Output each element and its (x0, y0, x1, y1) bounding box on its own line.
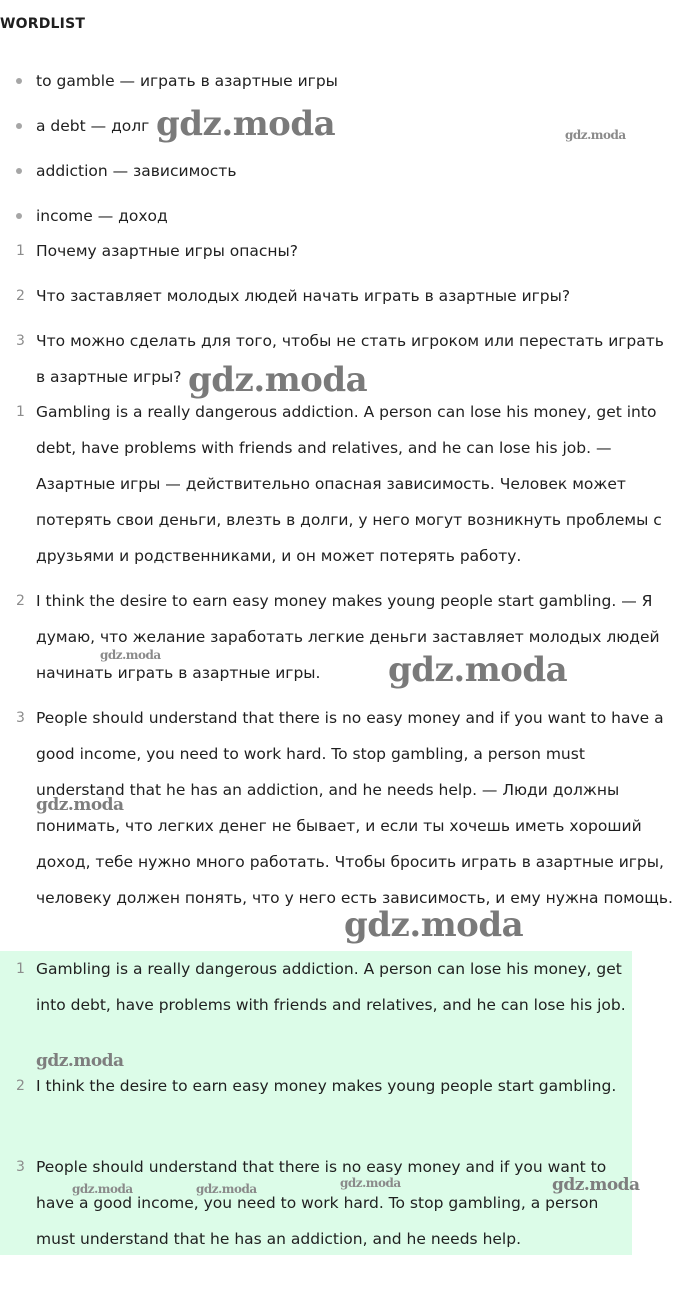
question-text: Что можно сделать для того, чтобы не стать игроком или перестать играть в азартные игры? (36, 332, 664, 386)
answer-text: I think the desire to earn easy money makes young people start gambling. — Я думаю, что желание заработать легкие деньги заставляет молодых людей начинать играть в азартные игры. (36, 592, 660, 682)
green-answer-text: Gambling is a really dangerous addiction. A person can lose his money, get into debt, have problems with friends and relatives, and he can lose his job. (36, 960, 626, 1014)
wordlist-heading: WORDLIST (0, 16, 86, 32)
question-number: 1 (16, 243, 25, 259)
bullet-icon (16, 123, 22, 129)
green-answer-number: 2 (16, 1078, 25, 1094)
wordlist-text: addiction — зависимость (36, 162, 237, 180)
green-answer-text: I think the desire to earn easy money makes young people start gambling. (36, 1077, 617, 1095)
question-number: 3 (16, 333, 25, 349)
watermark: gdz.moda (156, 104, 336, 144)
watermark: gdz.moda (552, 1175, 640, 1195)
watermark: gdz.moda (36, 1051, 124, 1071)
watermark: gdz.moda (344, 905, 524, 945)
watermark: gdz.moda (340, 1176, 401, 1190)
watermark: gdz.moda (196, 1182, 257, 1196)
green-answer-number: 3 (16, 1159, 25, 1175)
watermark: gdz.moda (388, 650, 568, 690)
watermark: gdz.moda (100, 648, 161, 662)
green-answer-number: 1 (16, 961, 25, 977)
bullet-icon (16, 168, 22, 174)
wordlist-text: a debt — долг (36, 117, 150, 135)
question-text: Что заставляет молодых людей начать играть в азартные игры? (36, 287, 571, 305)
question-number: 2 (16, 288, 25, 304)
green-answer-text: People should understand that there is no easy money and if you want to have a good income, you need to work hard. To stop gambling, a person must understand that he has an addiction, and he needs help. (36, 1158, 607, 1248)
answer-text: People should understand that there is no easy money and if you want to have a good income, you need to work hard. To stop gambling, a person must understand that he has an addiction, and he needs help. — Люди должны понимать, что легких денег не бывает, и если ты хочешь иметь хороший доход, тебе нужно много работать. Чтобы бросить играть в азартные игры, человеку должен понять, что у него есть зависимость, и ему нужна помощь. (36, 709, 673, 907)
answer-text: Gambling is a really dangerous addiction. A person can lose his money, get into debt, have problems with friends and relatives, and he can lose his job. — Азартные игры — действительно опасная зависимость. Человек может потерять свои деньги, влезть в долги, у него могут возникнуть проблемы с друзьями и родственниками, и он может потерять работу. (36, 403, 662, 565)
question-text: Почему азартные игры опасны? (36, 242, 299, 260)
watermark: gdz.moda (72, 1182, 133, 1196)
wordlist-text: income — доход (36, 207, 168, 225)
watermark: gdz.moda (188, 360, 368, 400)
bullet-icon (16, 213, 22, 219)
watermark: gdz.moda (565, 128, 626, 142)
answer-number: 2 (16, 593, 25, 609)
answer-highlight-block (0, 951, 632, 1255)
bullet-icon (16, 78, 22, 84)
watermark: gdz.moda (36, 795, 124, 815)
wordlist-text: to gamble — играть в азартные игры (36, 72, 338, 90)
answer-number: 3 (16, 710, 25, 726)
answer-number: 1 (16, 404, 25, 420)
